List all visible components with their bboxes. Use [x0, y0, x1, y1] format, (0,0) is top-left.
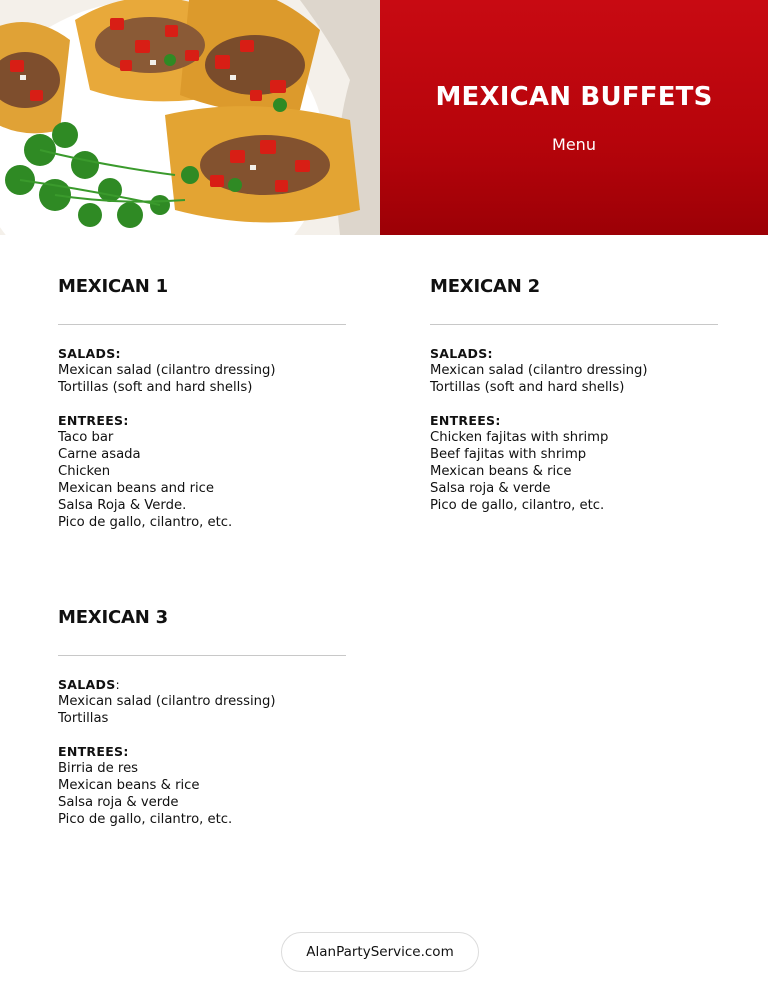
entrees-list: [58, 760, 346, 828]
list-item: Salsa roja & verde: [430, 481, 551, 496]
list-item: Birria de res: [58, 761, 139, 776]
menu-section-mexican-2: [430, 276, 718, 514]
salads-list: [58, 362, 346, 396]
list-item: Chicken fajitas with shrimp: [430, 430, 609, 445]
salads-label: SALADS:: [430, 346, 493, 361]
menu-section-mexican-1: [58, 276, 346, 531]
salads-label-text: SALADS: [58, 677, 116, 692]
list-item: Mexican salad (cilantro dressing): [430, 363, 648, 378]
entrees-label: ENTREES:: [58, 744, 129, 759]
section-title: MEXICAN 1: [58, 276, 168, 297]
section-divider: [58, 655, 346, 656]
menu-section-mexican-3: [58, 607, 346, 828]
entrees-list: [58, 429, 346, 531]
section-divider: [430, 324, 718, 325]
list-item: Tortillas (soft and hard shells): [58, 380, 253, 395]
list-item: Beef fajitas with shrimp: [430, 447, 587, 462]
list-item: Salsa roja & verde: [58, 795, 179, 810]
page-title: MEXICAN BUFFETS: [435, 82, 713, 112]
tacos-photo: [0, 0, 380, 235]
list-item: Salsa Roja & Verde.: [58, 498, 187, 513]
list-item: Carne asada: [58, 447, 141, 462]
list-item: Pico de gallo, cilantro, etc.: [430, 498, 605, 513]
website-link[interactable]: AlanPartyService.com: [281, 932, 479, 972]
list-item: Mexican beans and rice: [58, 481, 215, 496]
tacos-illustration: [0, 0, 380, 235]
salads-list: [430, 362, 718, 396]
list-item: Mexican beans & rice: [430, 464, 572, 479]
list-item: Mexican salad (cilantro dressing): [58, 694, 276, 709]
list-item: Pico de gallo, cilantro, etc.: [58, 515, 233, 530]
page-subtitle: Menu: [552, 135, 596, 154]
salads-label: SALADS:: [58, 346, 121, 361]
salads-group: [430, 345, 718, 396]
section-title: MEXICAN 3: [58, 607, 168, 628]
section-divider: [58, 324, 346, 325]
entrees-list: [430, 429, 718, 514]
list-item: Pico de gallo, cilantro, etc.: [58, 812, 233, 827]
salads-label: [58, 676, 346, 693]
list-item: Mexican salad (cilantro dressing): [58, 363, 276, 378]
list-item: Mexican beans & rice: [58, 778, 200, 793]
entrees-label: ENTREES:: [58, 413, 129, 428]
header-banner: [380, 0, 768, 235]
list-item: Taco bar: [58, 430, 114, 445]
salads-label-colon: :: [115, 677, 121, 692]
list-item: Tortillas: [58, 711, 109, 726]
list-item: Chicken: [58, 464, 111, 479]
entrees-group: [58, 743, 346, 828]
entrees-group: [58, 412, 346, 531]
entrees-group: [430, 412, 718, 514]
salads-list: [58, 693, 346, 727]
section-title: MEXICAN 2: [430, 276, 540, 297]
entrees-label: ENTREES:: [430, 413, 501, 428]
list-item: Tortillas (soft and hard shells): [430, 380, 625, 395]
salads-group: [58, 345, 346, 396]
salads-group: [58, 676, 346, 727]
